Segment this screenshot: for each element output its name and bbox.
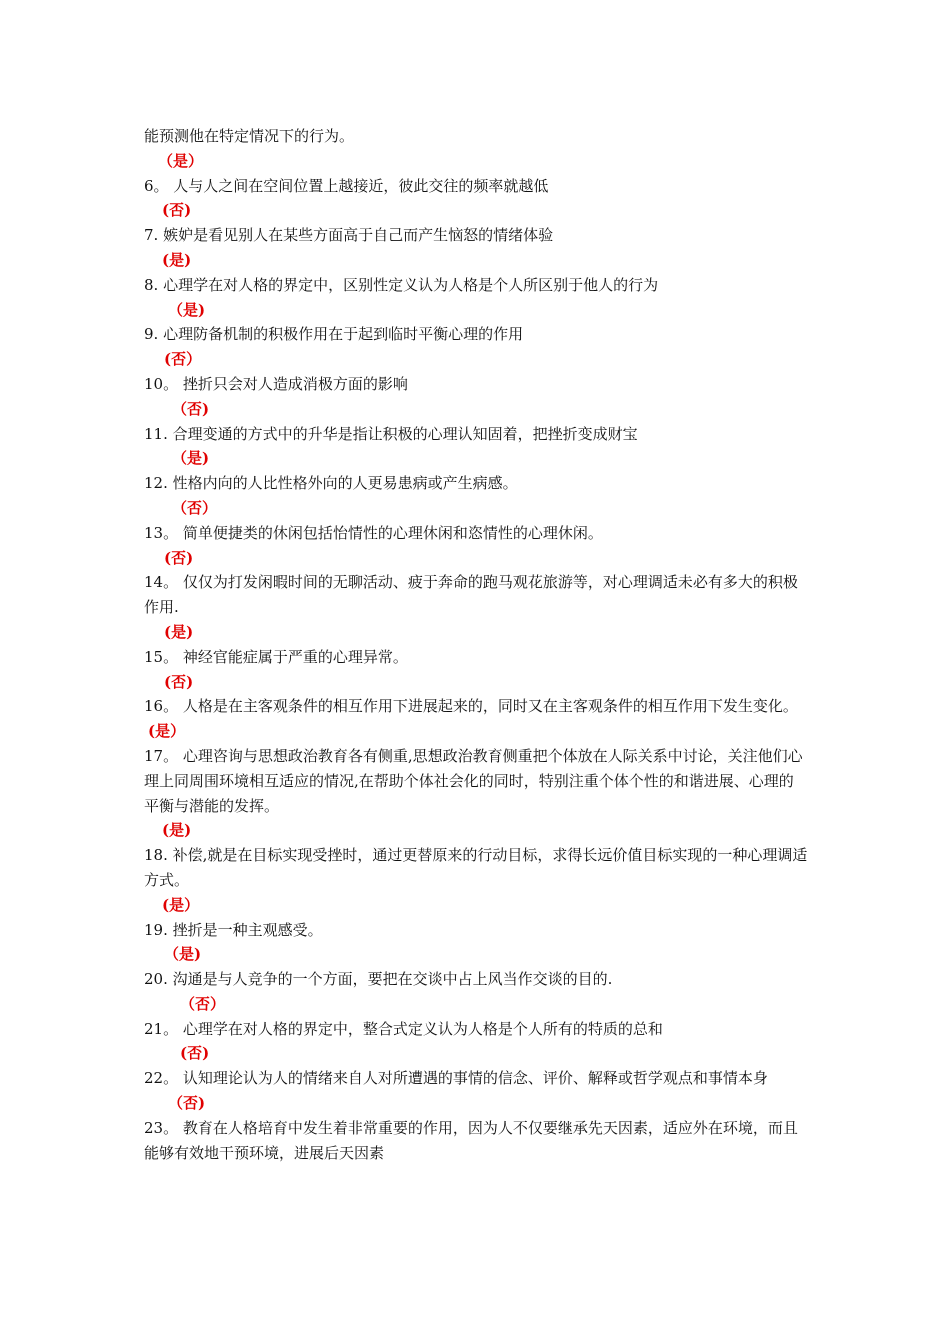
answer-label: (否)	[164, 548, 194, 567]
question-text-17: 17。 心理咨询与思想政治教育各有侧重,思想政治教育侧重把个体放在人际关系中讨论，关注他们心理上同周围环境相互适应的情况,在帮助个体社会化的同时，特别注重个体个性的和谐进展、心理的平衡与潜能的发挥。	[144, 746, 803, 815]
answer-label: (是）	[148, 722, 186, 741]
question-text-15: 15。 神经官能症属于严重的心理异常。	[144, 647, 408, 666]
question-text-7: 7. 嫉妒是看见别人在某些方面高于自己而产生恼怒的情绪体验	[144, 226, 554, 245]
question-text-14: 14。 仅仅为打发闲暇时间的无聊活动、疲于奔命的跑马观花旅游等，对心理调适未必有多大的积极作用.	[144, 573, 798, 617]
answer-label: (否)	[180, 1044, 210, 1063]
question-text-20: 20. 沟通是与人竞争的一个方面，要把在交谈中占上风当作交谈的目的.	[144, 970, 613, 989]
question-text-16: 16。 人格是在主客观条件的相互作用下进展起来的，同时又在主客观条件的相互作用下发生变化。	[144, 697, 798, 716]
answer-label: (是)	[164, 622, 194, 641]
question-text-13: 13。 简单便捷类的休闲包括怡情性的心理休闲和恣情性的心理休闲。	[144, 523, 603, 542]
answer-label: （否)	[172, 399, 210, 418]
question-text-22: 22。 认知理论认为人的情绪来自人对所遭遇的事情的信念、评价、解释或哲学观点和事情本身	[144, 1069, 768, 1088]
answer-label: （是)	[164, 945, 202, 964]
answer-label: (否)	[164, 672, 194, 691]
question-list	[144, 124, 808, 1165]
question-text-18: 18. 补偿,就是在目标实现受挫时，通过更替原来的行动目标，求得长远价值目标实现的一种心理调适方式。	[144, 846, 808, 889]
question-text-9: 9. 心理防备机制的积极作用在于起到临时平衡心理的作用	[144, 325, 524, 344]
answer-label: （是）	[158, 151, 204, 170]
question-text-6: 6。 人与人之间在空间位置上越接近，彼此交往的频率就越低	[144, 176, 549, 195]
question-text-8: 8. 心理学在对人格的界定中，区别性定义认为人格是个人所区别于他人的行为	[144, 275, 659, 294]
question-text-19: 19. 挫折是一种主观感受。	[144, 920, 323, 939]
answer-label: （否)	[168, 1094, 206, 1113]
answer-label: （是)	[168, 300, 206, 319]
answer-label: （否）	[172, 498, 218, 517]
question-text-11: 11. 合理变通的方式中的升华是指让积极的心理认知固着，把挫折变成财宝	[144, 424, 638, 443]
answer-label: (否）	[164, 350, 202, 369]
answer-label: (是）	[162, 895, 200, 914]
answer-label: (是)	[162, 250, 192, 269]
answer-label: (否)	[162, 201, 192, 220]
question-text-10: 10。 挫折只会对人造成消极方面的影响	[144, 374, 408, 393]
question-text-5-tail: 能预测他在特定情况下的行为。	[144, 127, 355, 145]
answer-label: (是)	[162, 821, 192, 840]
question-text-21: 21。 心理学在对人格的界定中，整合式定义认为人格是个人所有的特质的总和	[144, 1019, 663, 1038]
question-text-23: 23。 教育在人格培育中发生着非常重要的作用，因为人不仅要继承先天因素，适应外在环境，而且能够有效地干预环境，进展后天因素	[144, 1118, 798, 1162]
answer-label: （否）	[180, 994, 226, 1013]
question-text-12: 12. 性格内向的人比性格外向的人更易患病或产生病感。	[144, 474, 518, 493]
answer-label: （是)	[172, 449, 210, 468]
